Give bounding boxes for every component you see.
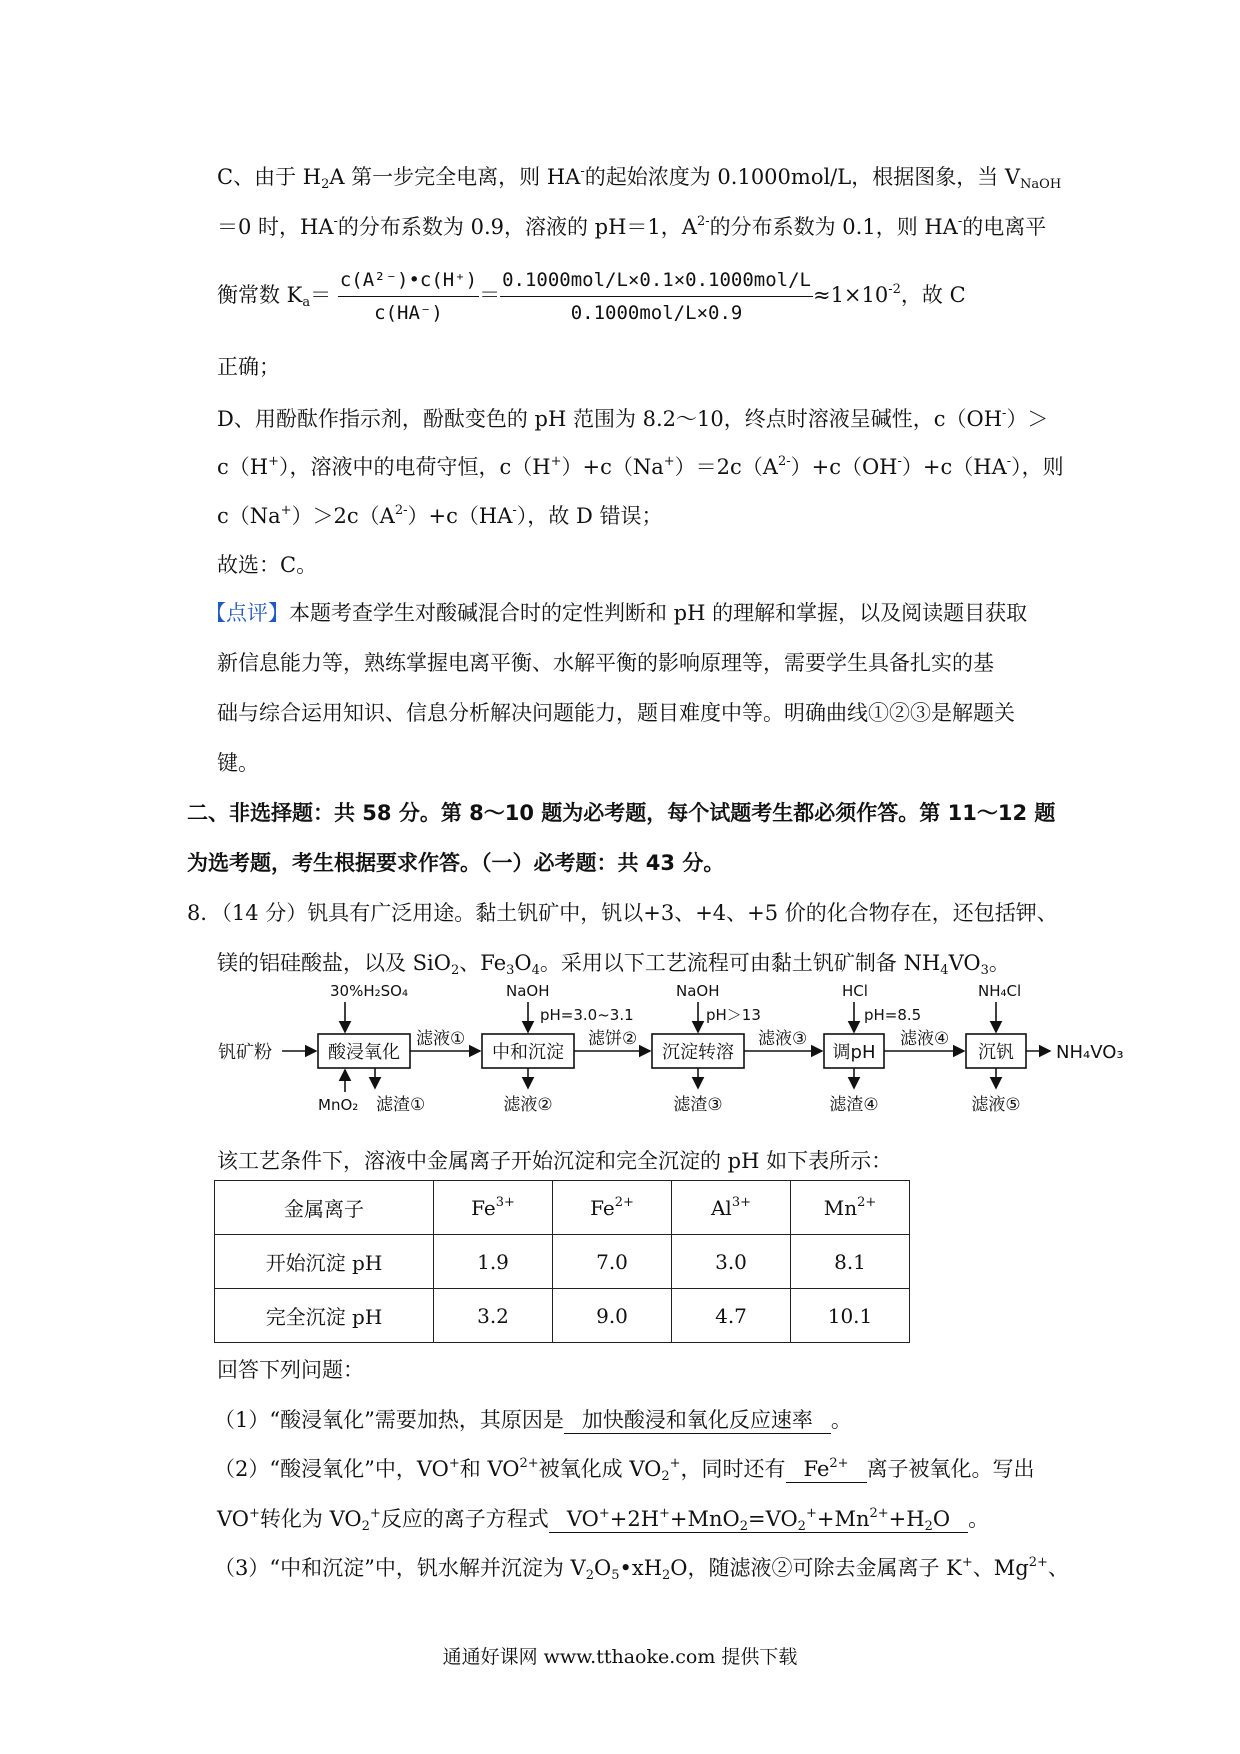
table-header-cell: $Al^{3+}$: [672, 1181, 791, 1235]
flow-condition-3: pH＞13: [706, 1006, 761, 1024]
flow-reagent-4: HCl: [842, 982, 868, 1000]
table-cell: 8.1: [791, 1235, 910, 1289]
table-cell: 开始沉淀 pH: [215, 1235, 434, 1289]
flow-mid-3: 滤液③: [758, 1029, 808, 1049]
option-c-line-4: 正确；: [217, 355, 280, 379]
option-d-line-3: $c(Na^+)>2c(A^{2-})+c(HA^-)$，故 D 错误；: [217, 503, 663, 528]
flow-mid-4: 滤液④: [900, 1029, 950, 1049]
table-cell: 3.0: [672, 1235, 791, 1289]
page-footer: 通通好课网 www.tthaoke.com 提供下载: [442, 1646, 798, 1668]
flow-out-5: 滤液⑤: [971, 1095, 1021, 1115]
process-flow-diagram: [210, 980, 1140, 1130]
table-cell: 完全沉淀 pH: [215, 1289, 434, 1343]
review-line-4: 键。: [217, 751, 259, 775]
flow-input-label: 钒矿粉: [218, 1042, 272, 1063]
precipitation-ph-table: [214, 1180, 910, 1343]
table-cell: 10.1: [791, 1289, 910, 1343]
table-cell: 3.2: [434, 1289, 553, 1343]
table-row: [215, 1289, 910, 1343]
flow-box-3-label: 沉淀转溶: [662, 1042, 734, 1063]
flow-out-4: 滤渣④: [829, 1095, 879, 1115]
section-2-heading-line-1: 二、非选择题：共 58 分。第 8～10 题为必考题，每个试题考生都必须作答。第 11～12 题: [187, 801, 1056, 825]
questions-intro: 回答下列问题：: [217, 1358, 364, 1382]
table-cell: 1.9: [434, 1235, 553, 1289]
flow-out-3: 滤渣③: [673, 1095, 723, 1115]
review-line-1: 【点评】本题考查学生对酸碱混合时的定性判断和 pH 的理解和掌握，以及阅读题目获取: [205, 601, 1028, 625]
answer-blank-1: 加快酸浸和氧化反应速率: [564, 1407, 831, 1434]
table-header-cell: $Fe^{3+}$: [434, 1181, 553, 1235]
question-1: （1）“酸浸氧化”需要加热，其原因是 加快酸浸和氧化反应速率 。: [214, 1408, 852, 1432]
flow-mid-2: 滤饼②: [588, 1029, 638, 1049]
answer-blank-2: $Fe^{2+}$: [786, 1456, 867, 1483]
table-header-cell: $Fe^{2+}$: [553, 1181, 672, 1235]
flow-condition-2: pH=3.0~3.1: [540, 1006, 634, 1024]
flow-out-2: 滤液②: [503, 1095, 553, 1115]
option-c-line-2: ＝0 时，HA-的分布系数为 0.9，溶液的 pH＝1，$A^{2-}$的分布系数为 0.1，则 HA-的电离平: [217, 214, 1047, 239]
review-line-3: 础与综合运用知识、信息分析解决问题能力，题目难度中等。明确曲线①②③是解题关: [217, 701, 1015, 725]
flow-product-label: NH₄VO₃: [1056, 1042, 1124, 1063]
q8-stem-line-1: 8．（14 分）钒具有广泛用途。黏土钒矿中，钒以+3、+4、+5 价的化合物存在，还包括钾、: [187, 901, 1058, 925]
review-line-2: 新信息能力等，熟练掌握电离平衡、水解平衡的影响原理等，需要学生具备扎实的基: [217, 651, 994, 675]
table-row: [215, 1181, 910, 1235]
table-cell: 7.0: [553, 1235, 672, 1289]
option-c-formula-line: 衡常数 $K_a=$ $\frac{\text{c(A²⁻)•c(H⁺)}}{c(HA^-)}$ ＝ $\frac{\text{0.1000mol/L×0.1×0.1000mol/L}}{\text{0.1000mol/L×0.9}}$ $\approx 1\times 10^{-2}$，故 C: [217, 264, 966, 327]
table-cell: 4.7: [672, 1289, 791, 1343]
table-cell: 9.0: [553, 1289, 672, 1343]
option-c-line-1: C、由于 $H_2A$ 第一步完全电离，则 HA-的起始浓度为 0.1000mol/L，根据图象，当 $V_{NaOH}$: [217, 164, 1062, 192]
flow-reagent-2: NaOH: [506, 982, 550, 1000]
flow-box-5-label: 沉钒: [978, 1042, 1014, 1063]
q8-stem-line-2: 镁的铝硅酸盐，以及 SiO$_2$、$Fe_3O_4$。采用以下工艺流程可由黏土钒矿制备 $NH_4VO_3$。: [217, 951, 1010, 978]
ka-definition-fraction: $\frac{\text{c(A²⁻)•c(H⁺)}}{c(HA^-)}$: [338, 266, 479, 327]
table-header-cell: $Mn^{2+}$: [791, 1181, 910, 1235]
option-d-line-2: c（H+），溶液中的电荷守恒，$c(H^+)+c(Na^+)=2c(A^{2-})+c(OH^-)+c(HA^-)$，则: [217, 454, 1064, 479]
answer-line: 故选：C。: [217, 553, 318, 577]
section-2-heading-line-2: 为选考题，考生根据要求作答。（一）必考题：共 43 分。: [187, 851, 725, 875]
flow-out-1: 滤渣①: [376, 1095, 426, 1115]
table-row: [215, 1235, 910, 1289]
flow-box-2-label: 中和沉淀: [492, 1042, 564, 1063]
question-2-line-2: VO+转化为 $VO_2^+$反应的离子方程式 $VO^++2H^++MnO_2=VO_2^++Mn^{2+}+H_2O$ 。: [217, 1506, 990, 1534]
flow-reagent-1b: MnO₂: [318, 1096, 359, 1114]
answer-blank-3: $VO^++2H^++MnO_2=VO_2^++Mn^{2+}+H_2O$: [549, 1506, 968, 1533]
flow-reagent-3: NaOH: [676, 982, 720, 1000]
ka-value-fraction: $\frac{\text{0.1000mol/L×0.1×0.1000mol/L}}{\text{0.1000mol/L×0.9}}$: [500, 266, 813, 327]
flow-box-4-label: 调pH: [832, 1042, 876, 1063]
flow-mid-1: 滤液①: [416, 1029, 466, 1049]
question-3-line-1: （3）“中和沉淀”中，钒水解并沉淀为 $V_2O_5•xH_2O$，随滤液②可除去金属离子 K+、$Mg^{2+}$、: [214, 1555, 1069, 1583]
flow-box-1-label: 酸浸氧化: [328, 1042, 400, 1063]
review-tag: 【点评】: [205, 601, 289, 625]
table-header-cell: 金属离子: [215, 1181, 434, 1235]
question-2-line-1: （2）“酸浸氧化”中，VO+和 $VO^{2+}$被氧化成 $VO_2^+$，同时还有 $Fe^{2+}$ 离子被氧化。写出: [214, 1456, 1035, 1484]
table-intro: 该工艺条件下，溶液中金属离子开始沉淀和完全沉淀的 pH 如下表所示：: [217, 1149, 893, 1173]
flow-reagent-1: 30%H₂SO₄: [330, 982, 408, 1000]
flow-condition-4: pH=8.5: [864, 1006, 922, 1024]
option-d-line-1: D、用酚酞作指示剂，酚酞变色的 pH 范围为 8.2～10，终点时溶液呈碱性，c（OH-）＞: [217, 406, 1049, 431]
flow-reagent-5: NH₄Cl: [978, 982, 1022, 1000]
